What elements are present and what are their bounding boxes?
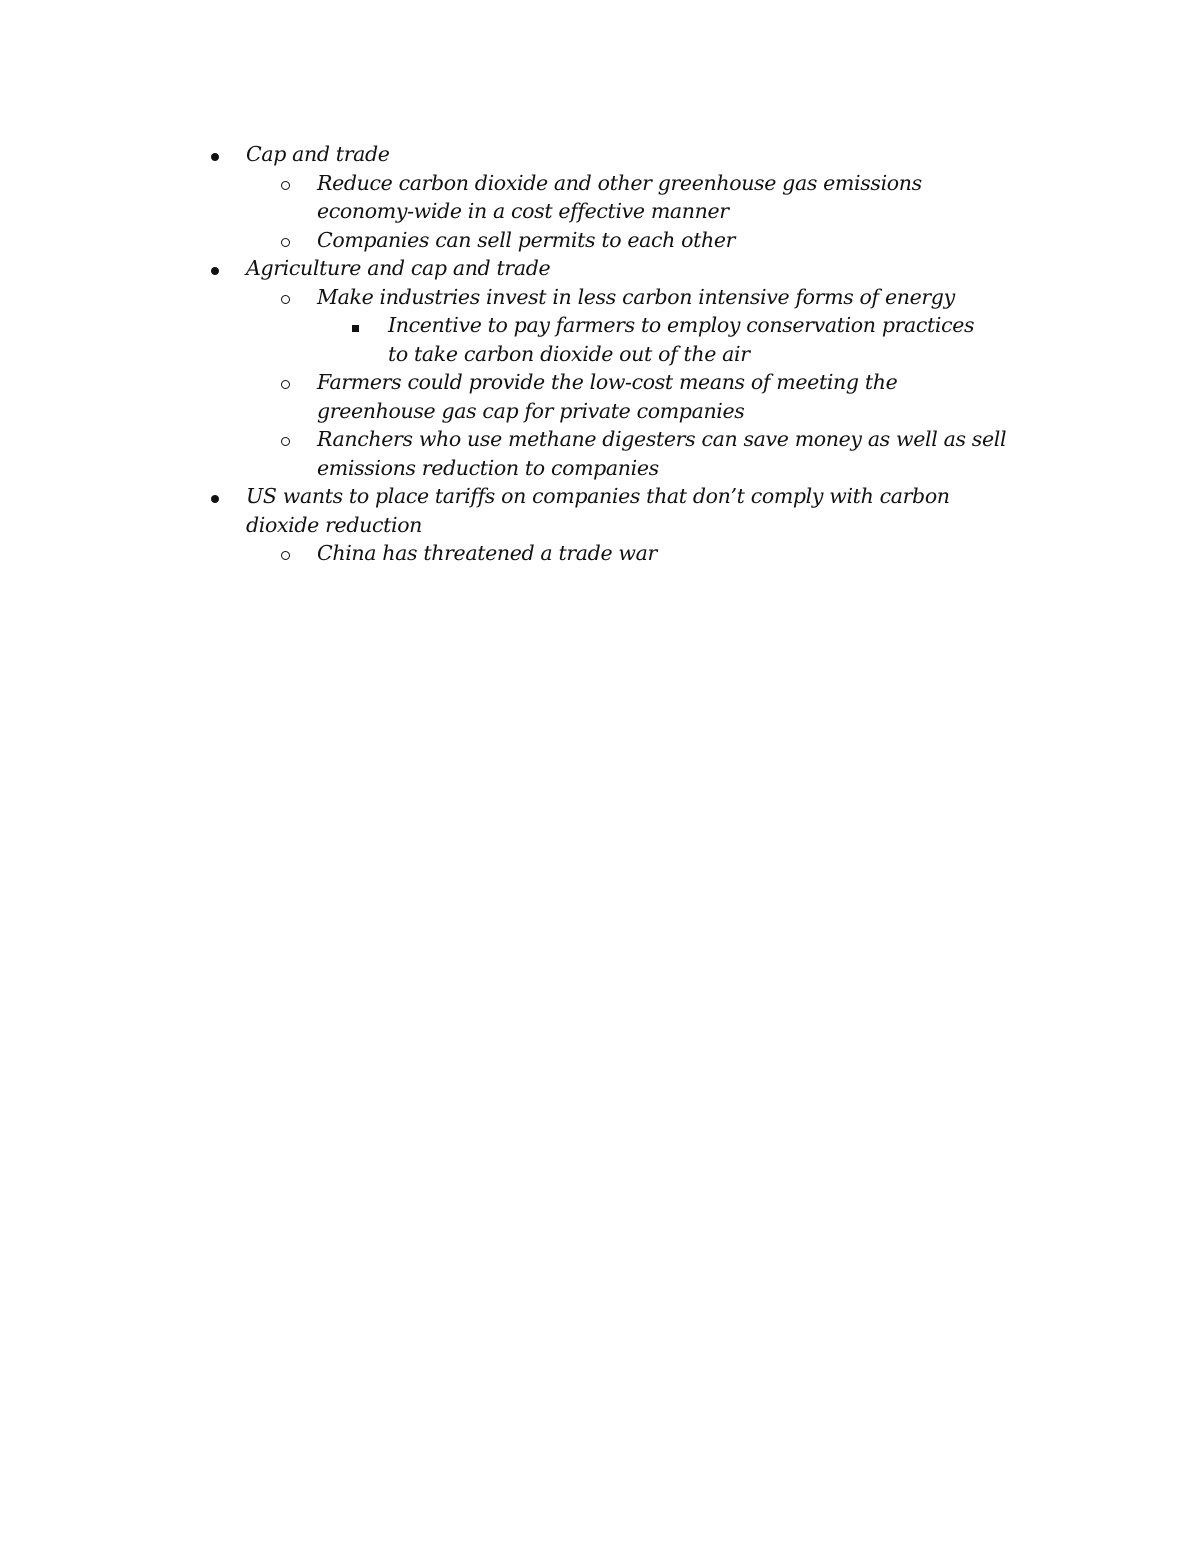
bullet-dot-icon xyxy=(211,254,219,283)
list-item xyxy=(0,482,1006,539)
list-item-text: US wants to place tariffs on companies that don’t comply with carbon dioxide reduction xyxy=(246,484,950,537)
list-item xyxy=(0,368,1007,425)
bullet-dot-icon xyxy=(211,482,219,511)
bullet-circle-icon xyxy=(281,169,290,198)
list-item-text: Ranchers who use methane digesters can save money as well as sell emissions reduction to companies xyxy=(317,427,1007,480)
bullet-circle-icon xyxy=(281,283,290,312)
list-item-text: Farmers could provide the low-cost means of meeting the greenhouse gas cap for private companies xyxy=(317,370,898,423)
list-item-text: Cap and trade xyxy=(246,142,390,166)
bullet-square-icon xyxy=(352,311,359,340)
list-item xyxy=(0,283,1007,312)
list-item-text: Reduce carbon dioxide and other greenhouse gas emissions economy-wide in a cost effective manner xyxy=(317,170,922,223)
list-item xyxy=(0,169,1007,226)
list-item-text: Make industries invest in less carbon intensive forms of energy xyxy=(317,284,955,309)
bullet-circle-icon xyxy=(281,368,290,397)
list-item-text: Companies can sell permits to each other xyxy=(317,227,736,252)
list-item xyxy=(0,140,1006,169)
bullet-circle-icon xyxy=(281,425,290,454)
bullet-circle-icon xyxy=(281,539,290,568)
list-item-text: Agriculture and cap and trade xyxy=(246,256,551,280)
list-item xyxy=(0,254,1006,283)
bullet-list xyxy=(0,140,1200,568)
bullet-circle-icon xyxy=(281,226,290,255)
list-item-text: China has threatened a trade war xyxy=(317,541,657,565)
bullet-dot-icon xyxy=(211,140,219,169)
list-item xyxy=(0,425,1007,482)
list-item xyxy=(0,226,1007,255)
list-item xyxy=(0,539,1007,568)
list-item-text: Incentive to pay farmers to employ conservation practices to take carbon dioxide out of the air xyxy=(388,313,975,366)
list-item xyxy=(0,311,988,368)
